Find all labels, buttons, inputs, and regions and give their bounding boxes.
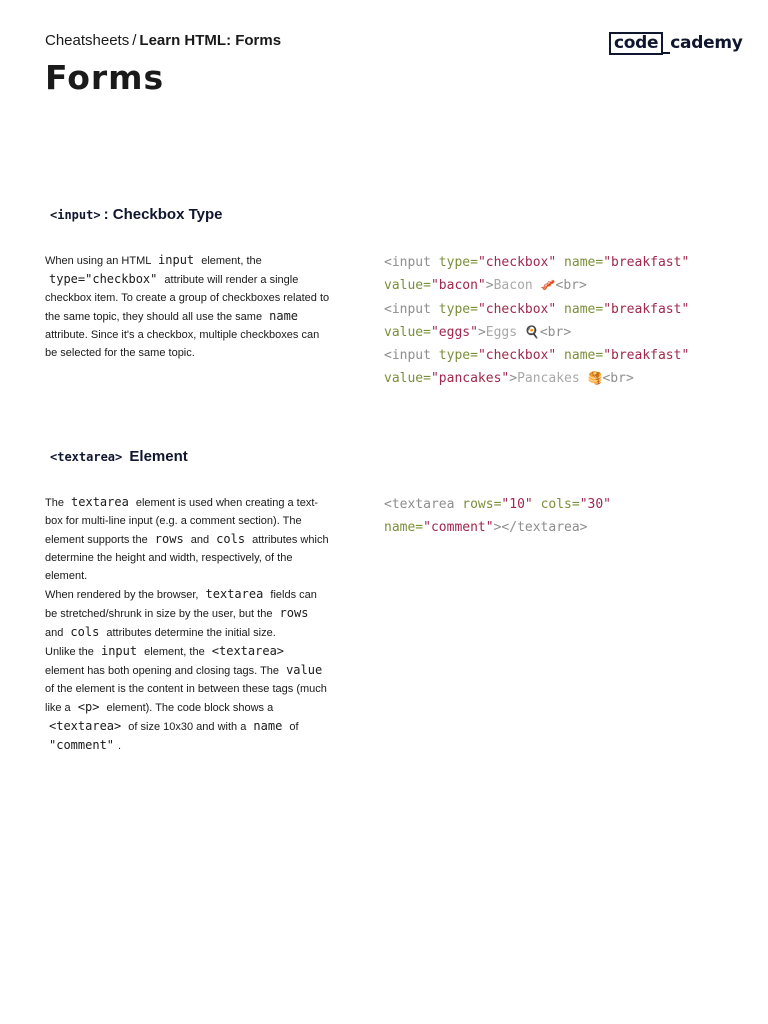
pancakes-emoji-icon: 🥞 bbox=[587, 371, 603, 386]
code-token-value: "checkbox" bbox=[477, 348, 557, 364]
code-token-attr: value= bbox=[384, 278, 431, 294]
inline-code: rows bbox=[279, 606, 309, 620]
code-token-tag: <br> bbox=[555, 278, 587, 294]
fried-egg-emoji-icon: 🍳 bbox=[524, 324, 540, 339]
bacon-emoji-icon: 🥓 bbox=[540, 278, 556, 293]
description-paragraph bbox=[45, 585, 330, 642]
code-token-value: "breakfast" bbox=[603, 301, 690, 317]
section-title-checkbox bbox=[50, 206, 223, 223]
code-token-value: "breakfast" bbox=[603, 255, 690, 270]
code-token-punct: > bbox=[477, 324, 486, 340]
desc-text: element is used when creating a text-box for multi-line input (e.g. a comment section). The element supports the bbox=[45, 497, 319, 546]
section-title-code: <textarea> bbox=[50, 450, 123, 464]
inline-code: <p> bbox=[77, 700, 100, 714]
desc-text: attribute will render a single checkbox item. To create a group of checkboxes related to the same topic, they should all use the same bbox=[45, 274, 330, 323]
code-token-text: Eggs bbox=[485, 324, 525, 340]
code-token-tag: <br> bbox=[539, 324, 572, 340]
code-token-value: "pancakes" bbox=[430, 371, 510, 387]
code-line bbox=[384, 302, 689, 317]
desc-text: element, the bbox=[141, 646, 208, 658]
code-token-attr: name= bbox=[564, 255, 604, 270]
logo-cademy-text: cademy bbox=[670, 33, 743, 53]
desc-text: of size 10x30 and with a bbox=[125, 721, 250, 733]
section-description-checkbox bbox=[45, 251, 330, 362]
code-token-value: "30" bbox=[579, 497, 612, 512]
desc-text: When rendered by the browser, bbox=[45, 589, 202, 601]
code-line bbox=[384, 325, 571, 340]
section-title-textarea bbox=[50, 448, 188, 465]
inline-code: textarea bbox=[205, 587, 264, 601]
desc-text: fields can be stretched/shrunk in size by the user, but the bbox=[45, 589, 317, 620]
desc-text: When using an HTML bbox=[45, 255, 155, 267]
inline-code: type="checkbox" bbox=[49, 272, 158, 286]
code-token-tag: <input bbox=[384, 255, 431, 270]
code-token-punct: > bbox=[485, 278, 494, 294]
code-line bbox=[384, 348, 689, 363]
code-token-attr: cols= bbox=[540, 497, 580, 512]
inline-code: rows bbox=[154, 532, 184, 546]
code-token-attr: name= bbox=[564, 348, 604, 364]
description-paragraph bbox=[45, 642, 330, 755]
code-token-punct: > bbox=[509, 371, 518, 387]
code-token-value: "breakfast" bbox=[603, 348, 690, 364]
code-token-value: "bacon" bbox=[430, 278, 486, 294]
desc-text: attributes determine the initial size. bbox=[103, 627, 276, 639]
desc-text: element). The code block shows a bbox=[103, 702, 274, 714]
section-title-text: Element bbox=[129, 448, 188, 465]
page-title: Forms bbox=[45, 58, 165, 97]
code-token-value: "checkbox" bbox=[477, 301, 557, 317]
desc-text: The bbox=[45, 497, 68, 509]
code-token-tag: ></textarea> bbox=[493, 520, 588, 536]
code-token-tag: <input bbox=[384, 301, 431, 317]
code-token-text: Pancakes bbox=[517, 371, 588, 387]
description-paragraph bbox=[45, 493, 330, 585]
code-token-attr: rows= bbox=[462, 497, 502, 512]
breadcrumb-separator: / bbox=[132, 32, 137, 49]
inline-code: textarea bbox=[71, 495, 129, 509]
code-token-value: "comment" bbox=[423, 520, 494, 536]
inline-code: value bbox=[286, 663, 323, 677]
section-title-text: : Checkbox Type bbox=[103, 206, 223, 223]
inline-code: cols bbox=[216, 532, 246, 546]
code-token-attr: name= bbox=[384, 520, 424, 536]
code-token-tag: <input bbox=[384, 348, 431, 364]
inline-code: name bbox=[253, 719, 283, 733]
code-example-textarea bbox=[384, 493, 611, 540]
code-token-text: Bacon bbox=[493, 278, 541, 294]
code-token-value: "checkbox" bbox=[477, 255, 557, 270]
code-token-attr: type= bbox=[438, 255, 478, 270]
inline-code: <textarea> bbox=[211, 644, 285, 658]
description-paragraph bbox=[45, 251, 330, 362]
inline-code: input bbox=[158, 253, 195, 267]
code-token-attr: value= bbox=[384, 371, 431, 387]
code-token-value: "10" bbox=[501, 497, 533, 512]
breadcrumb-current: Learn HTML: Forms bbox=[139, 32, 282, 49]
inline-code: input bbox=[100, 644, 138, 658]
code-token-attr: value= bbox=[384, 324, 431, 340]
code-token-attr: name= bbox=[564, 301, 604, 317]
desc-text: of the element is the content in between these tags (much like a bbox=[45, 683, 327, 714]
code-line bbox=[384, 371, 634, 386]
code-token-value: "eggs" bbox=[430, 324, 478, 340]
code-line bbox=[384, 497, 611, 512]
desc-text: and bbox=[187, 534, 213, 546]
desc-text: attribute. Since it's a checkbox, multiple checkboxes can be selected for the same topic. bbox=[45, 329, 320, 359]
inline-code: <textarea> bbox=[49, 719, 122, 733]
logo-underscore bbox=[663, 52, 670, 54]
inline-code: "comment" bbox=[49, 738, 115, 752]
section-description-textarea bbox=[45, 493, 330, 755]
code-line bbox=[384, 520, 588, 535]
desc-text: . bbox=[118, 740, 122, 752]
desc-text: of bbox=[286, 721, 299, 733]
inline-code: cols bbox=[70, 625, 100, 639]
breadcrumb-link-cheatsheets[interactable]: Cheatsheets bbox=[45, 32, 130, 49]
desc-text: and bbox=[45, 627, 67, 639]
breadcrumb bbox=[45, 31, 281, 51]
desc-text: Unlike the bbox=[45, 646, 97, 658]
code-token-tag: <textarea bbox=[384, 497, 455, 512]
desc-text: element has both opening and closing tags. The bbox=[45, 665, 283, 677]
code-example-checkbox bbox=[384, 251, 689, 391]
desc-text: element, the bbox=[198, 255, 262, 267]
code-token-attr: type= bbox=[438, 301, 478, 317]
desc-text: attributes which determine the height and width, respectively, of the element. bbox=[45, 534, 329, 582]
logo-code-text: code bbox=[609, 32, 663, 55]
inline-code: name bbox=[269, 309, 299, 323]
code-line bbox=[384, 278, 587, 293]
codecademy-logo[interactable] bbox=[609, 31, 743, 55]
section-title-code: <input> bbox=[50, 208, 101, 222]
code-line bbox=[384, 255, 689, 270]
code-token-attr: type= bbox=[438, 348, 478, 364]
code-token-tag: <br> bbox=[602, 371, 634, 387]
